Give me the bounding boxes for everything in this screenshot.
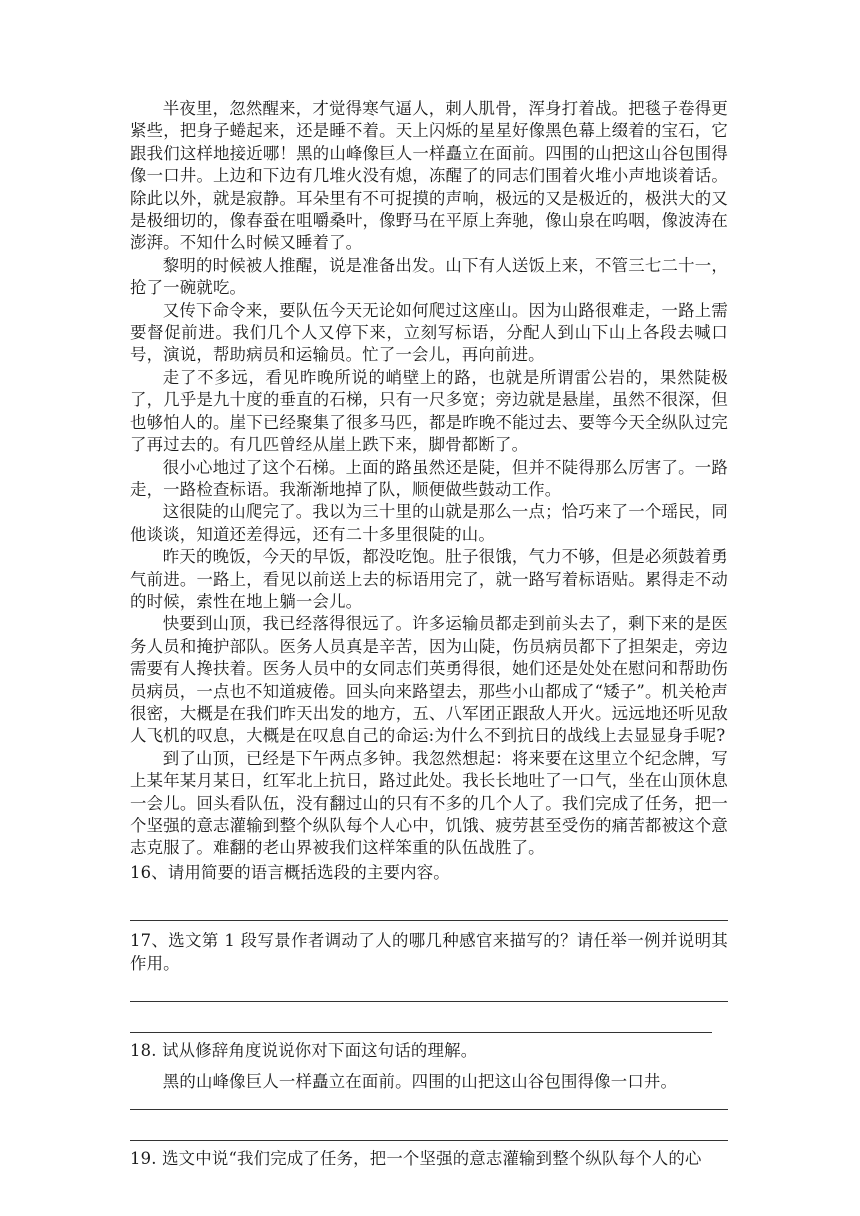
- question-18: 18. 试从修辞角度说说你对下面这句话的理解。: [130, 1040, 478, 1060]
- passage-paragraph-8: 快要到山顶，我已经落得很远了。许多运输员都走到前头去了，剩下来的是医务人员和掩护部队。医务人员真是辛苦，因为山陡，伤员病员都下了担架走，旁边需要有人搀扶着。医务人员中的女同志们英勇得很，她们还是处处在慰问和帮助伤员病员，一点也不知道疲倦。回头向来路望去，那些小山都成了“矮子”。机关枪声很密，大概是在我们昨天出发的地方，五、八军团正跟敌人开火。远远地还听见敌人飞机的叹息，大概是在叹息自己的命运:为什么不到抗日的战线上去显显身手呢?: [130, 614, 728, 746]
- passage-paragraph-3: 又传下命令来，要队伍今天无论如何爬过这座山。因为山路很难走，一路上需要督促前进。我们几个人又停下来，立刻写标语，分配人到山下山上各段去喊口号，演说，帮助病员和运输员。忙了一会儿，再向前进。: [130, 300, 728, 365]
- question-18-quote: 黑的山峰像巨人一样矗立在面前。四围的山把这山谷包围得像一口井。: [162, 1071, 678, 1091]
- passage-paragraph-4: 走了不多远，看见昨晚所说的峭壁上的路，也就是所谓雷公岩的，果然陡极了，几乎是九十度的垂直的石梯，只有一尺多宽；旁边就是悬崖，虽然不很深，但也够怕人的。崖下已经聚集了很多马匹，都是昨晚不能过去、要等今天全纵队过完了再过去的。有几匹曾经从崖上跌下来，脚骨都断了。: [130, 367, 728, 455]
- answer-line-17b: [130, 1032, 712, 1033]
- passage-paragraph-7: 昨天的晚饭，今天的早饭，都没吃饱。肚子很饿，气力不够，但是必须鼓着勇气前进。一路上，看见以前送上去的标语用完了，就一路写着标语贴。累得走不动的时候，索性在地上躺一会儿。: [130, 547, 728, 611]
- answer-line-16: [130, 920, 728, 921]
- answer-line-17a: [130, 1001, 728, 1002]
- question-19: 19. 选文中说“我们完成了任务，把一个坚强的意志灌输到整个纵队每个人的心: [130, 1148, 702, 1168]
- question-17: 17、选文第 1 段写景作者调动了人的哪几种感官来描写的？请任举一例并说明其作用。: [130, 930, 728, 973]
- passage-paragraph-9: 到了山顶，已经是下午两点多钟。我忽然想起：将来要在这里立个纪念牌，写上某年某月某日，红军北上抗日，路过此处。我长长地吐了一口气，坐在山顶休息一会儿。回头看队伍，没有翻过山的只有不多的几个人了。我们完成了任务，把一个坚强的意志灌输到整个纵队每个人心中，饥饿、疲劳甚至受伤的痛苦都被这个意志克服了。难翻的老山界被我们这样笨重的队伍战胜了。: [130, 748, 728, 858]
- answer-line-18a: [130, 1109, 728, 1110]
- passage-paragraph-1: 半夜里，忽然醒来，才觉得寒气逼人，刺人肌骨，浑身打着战。把毯子卷得更紧些，把身子蜷起来，还是睡不着。天上闪烁的星星好像黑色幕上缀着的宝石，它跟我们这样地接近哪！黑的山峰像巨人一样矗立在面前。四围的山把这山谷包围得像一口井。上边和下边有几堆火没有熄，冻醒了的同志们围着火堆小声地谈着话。除此以外，就是寂静。耳朵里有不可捉摸的声响，极远的又是极近的，极洪大的又是极细切的，像春蚕在咀嚼桑叶，像野马在平原上奔驰，像山泉在呜咽，像波涛在澎湃。不知什么时候又睡着了。: [130, 99, 728, 253]
- passage-paragraph-5: 很小心地过了这个石梯。上面的路虽然还是陡，但并不陡得那么厉害了。一路走，一路检查标语。我渐渐地掉了队，顺便做些鼓动工作。: [130, 457, 728, 499]
- question-16: 16、请用简要的语言概括选段的主要内容。: [130, 862, 450, 882]
- passage-paragraph-6: 这很陡的山爬完了。我以为三十里的山就是那么一点；恰巧来了一个瑶民，同他谈谈，知道还差得远，还有二十多里很陡的山。: [130, 502, 728, 544]
- document-page: [130, 98, 728, 1170]
- answer-line-18b: [130, 1140, 728, 1141]
- passage-paragraph-2: 黎明的时候被人推醒，说是准备出发。山下有人送饭上来，不管三七二十一，抢了一碗就吃。: [130, 255, 728, 298]
